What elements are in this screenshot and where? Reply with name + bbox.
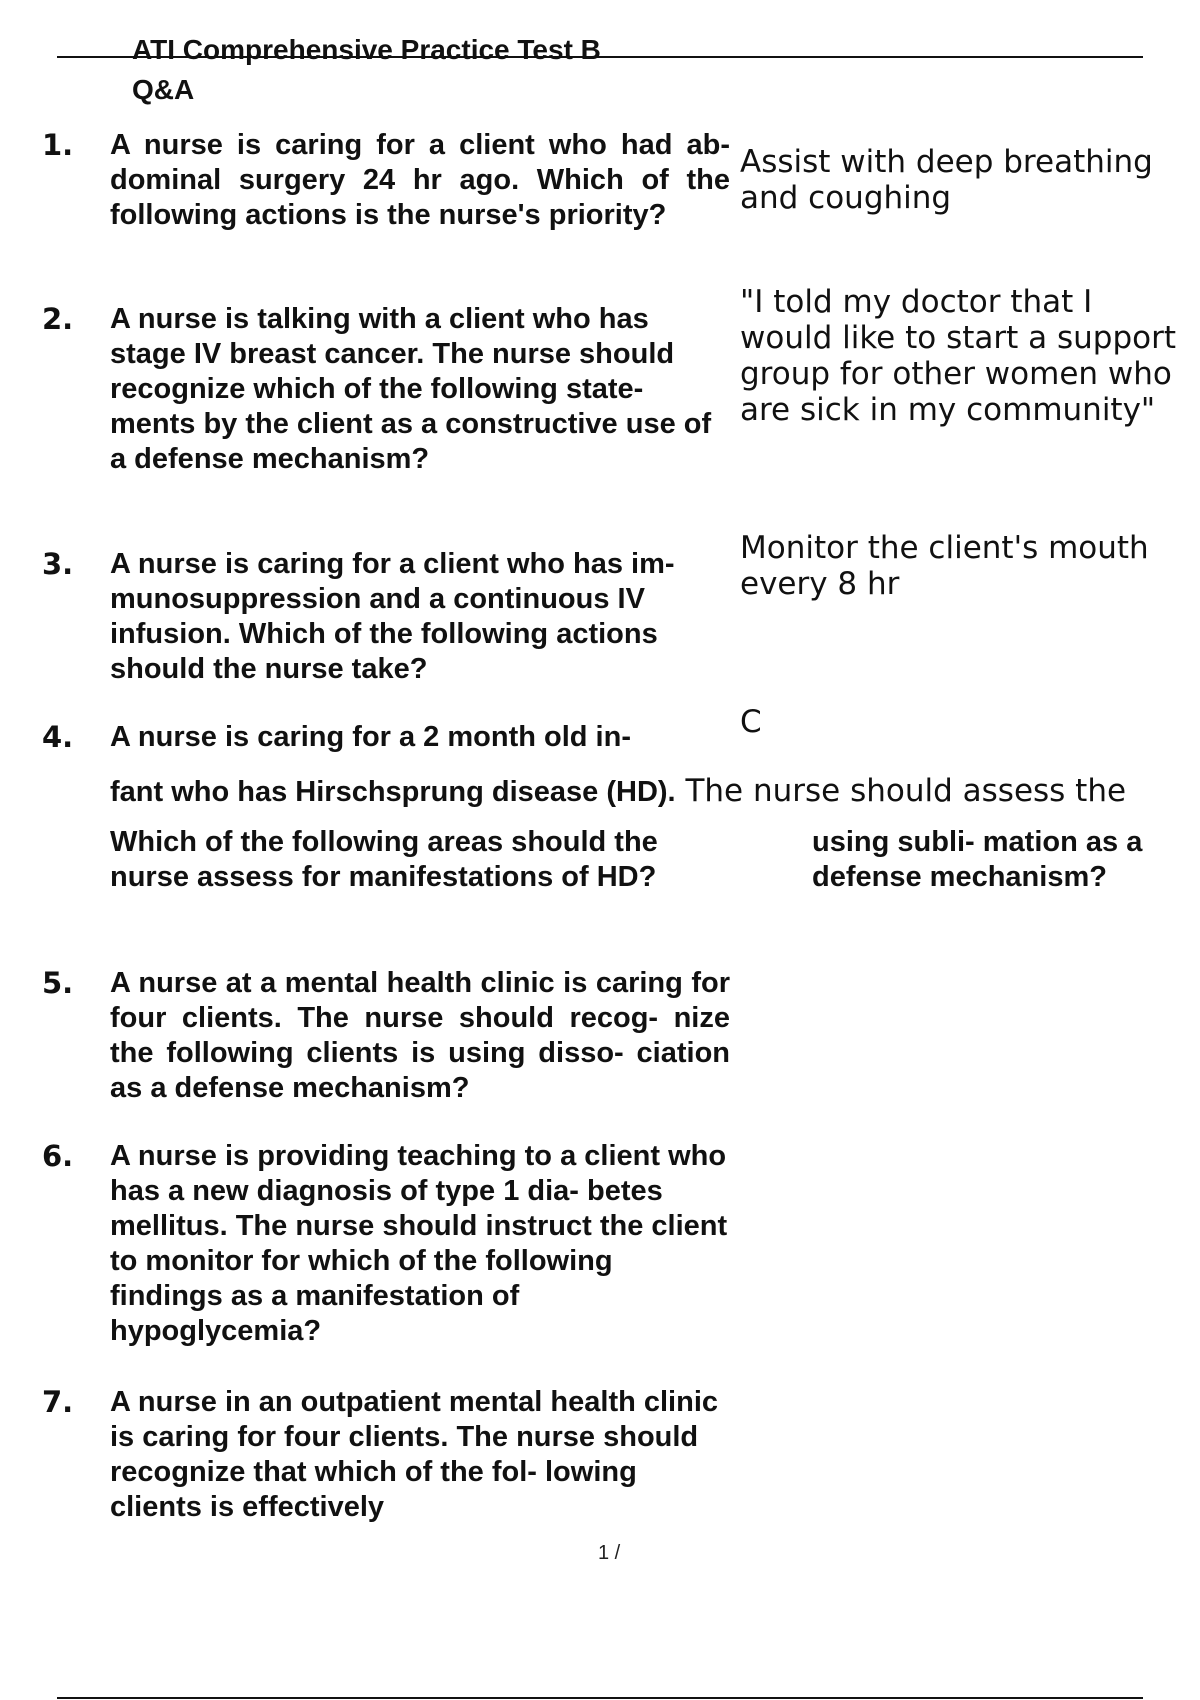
question-text: A nurse at a mental health clinic is caring for four clients. The nurse should recog- nize the following clients is using disso- ciation as a defense mechanism? — [110, 967, 730, 1104]
page-number: 1 / — [598, 1542, 621, 1564]
question-text: A nurse is providing teaching to a client who has a new diagnosis of type 1 dia- betes mellitus. The nurse should instruct the client to monitor for which of the following findings as a manifestation of hypoglycemia? — [110, 1140, 728, 1347]
document-subtitle: Q&A — [132, 74, 195, 105]
answer-continuation: The nurse should assess the — [675, 773, 1127, 809]
answer-letter: C — [740, 704, 762, 740]
question-4-continued: Which of the following areas should the nurse assess for manifestations of HD? — [110, 826, 658, 893]
answer-text: Monitor the client's mouth every 8 hr — [740, 530, 1149, 602]
question-4-line2 — [110, 773, 1190, 810]
question-number: 2. — [42, 302, 74, 336]
answer-text: "I told my doctor that I would like to start a support group for other women who are sick in my community" — [740, 284, 1177, 428]
question-number: 7. — [42, 1385, 74, 1419]
question-text: A nurse is caring for a client who has im- munosuppression and a continuous IV infusion. Which of the following actions should the nurse take? — [110, 548, 675, 685]
question-text-line1: A nurse is caring for a 2 month old in- — [110, 721, 631, 753]
question-text: A nurse is caring for a client who had ab- dominal surgery 24 hr ago. Which of the following actions is the nurse's priority? — [110, 129, 730, 231]
question-number: 4. — [42, 720, 74, 754]
question-number: 6. — [42, 1139, 74, 1173]
question-number: 1. — [42, 128, 74, 162]
document-title: ATI Comprehensive Practice Test B — [132, 34, 601, 65]
question-fragment: using subli- mation as a defense mechanism? — [812, 826, 1143, 893]
question-text: A nurse in an outpatient mental health clinic is caring for four clients. The nurse should recognize that which of the fol- lowing clients is effectively — [110, 1386, 719, 1523]
question-text-line2: fant who has Hirschsprung disease (HD). — [110, 776, 676, 808]
bottom-rule — [57, 1697, 1143, 1699]
question-text: A nurse is talking with a client who has stage IV breast cancer. The nurse should recognize which of the following state- ments by the client as a constructive use of a defense mechanism? — [110, 303, 712, 475]
answer-text: Assist with deep breathing and coughing — [740, 144, 1153, 216]
question-number: 3. — [42, 547, 74, 581]
question-number: 5. — [42, 966, 74, 1000]
